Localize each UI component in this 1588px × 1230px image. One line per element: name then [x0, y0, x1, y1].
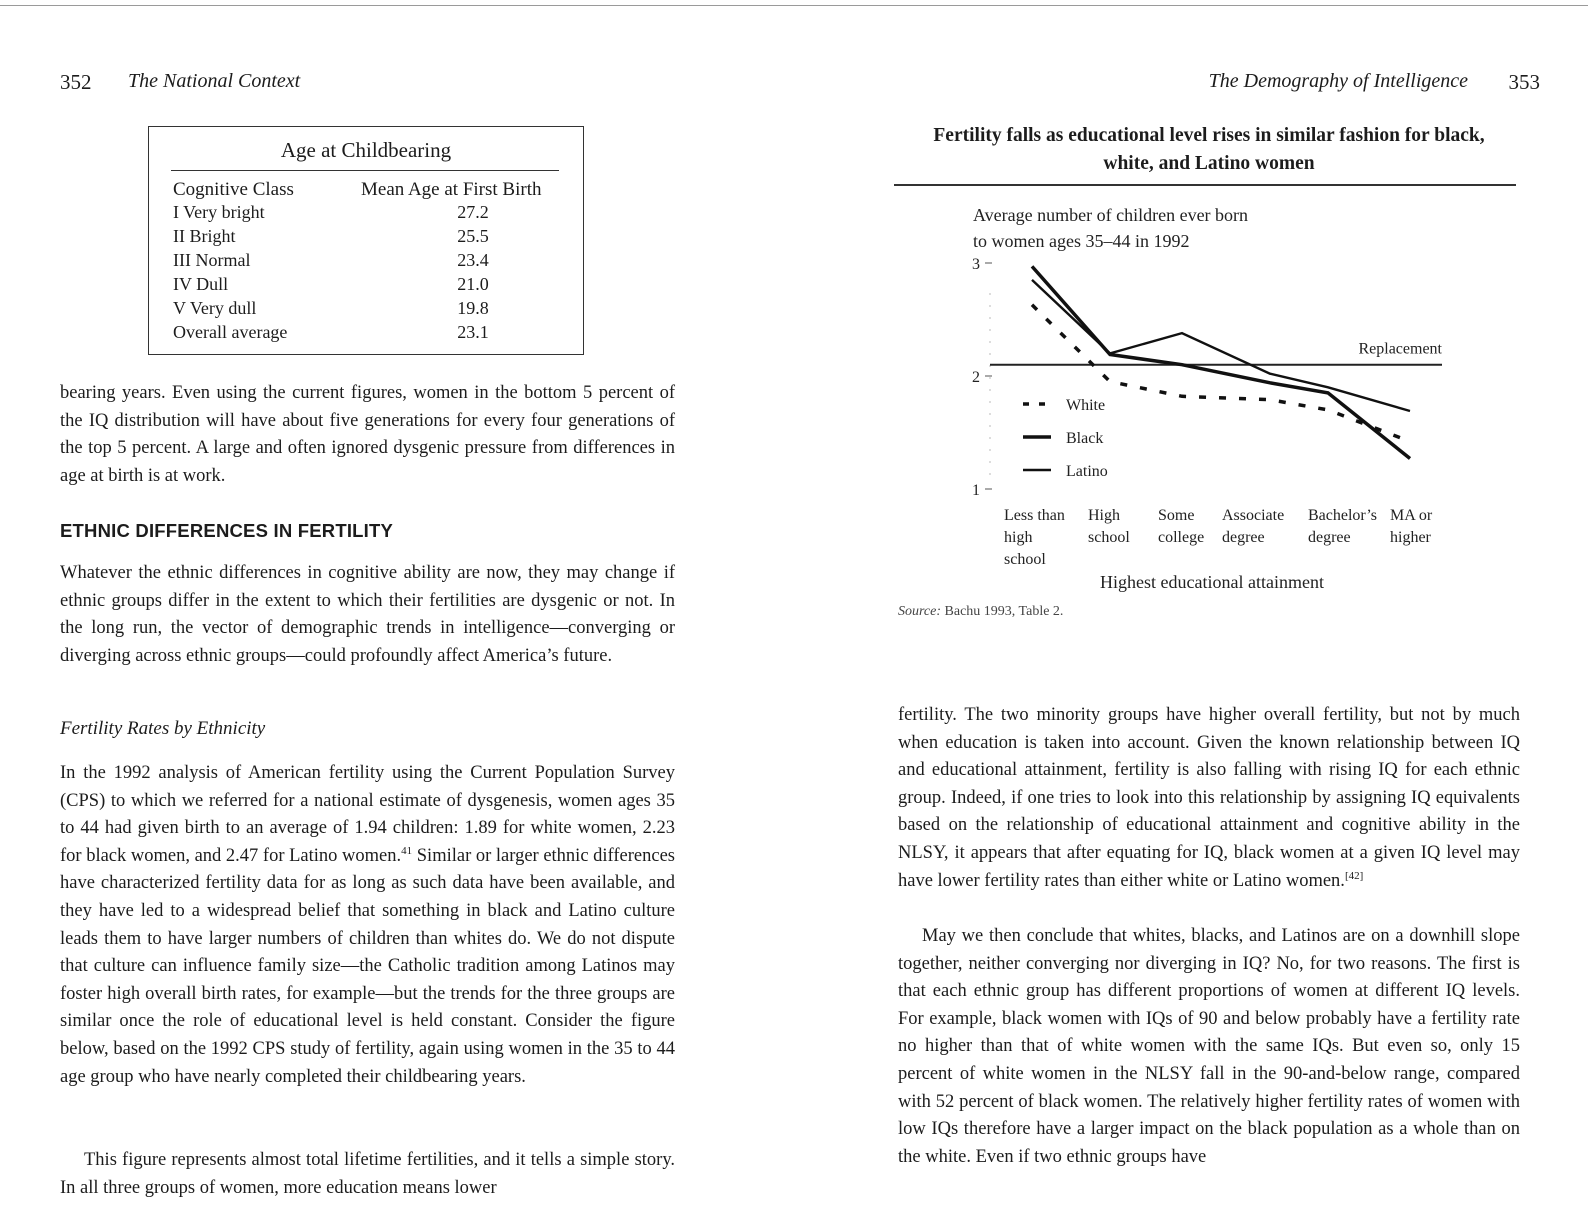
x-tick-label: college [1158, 529, 1205, 546]
row-value: 25.5 [457, 226, 489, 246]
table-title: Age at Childbearing [280, 138, 452, 162]
legend-label-white: White [1066, 397, 1106, 414]
table-row [173, 274, 563, 298]
x-tick-label: school [1088, 529, 1130, 546]
x-tick-label: Associate [1222, 507, 1285, 524]
x-axis-categories [1004, 507, 1433, 568]
row-class: II Bright [173, 226, 236, 246]
table-row [173, 226, 563, 250]
row-class: I Very bright [173, 202, 265, 222]
running-head: The National Context [128, 70, 301, 92]
source-text: Bachu 1993, Table 2. [941, 604, 1064, 619]
paragraph-story: This figure represents almost total lifetime fertilities, and it tells a simple story. In all three groups of women, more education means lower [60, 1150, 675, 1198]
column-header-age: Mean Age at First Birth [361, 179, 542, 200]
page-number: 352 [60, 70, 92, 94]
x-tick-label: high [1004, 529, 1033, 546]
running-head: The Demography of Intelligence [1208, 70, 1468, 92]
replacement-line-group [990, 341, 1443, 365]
y-tick-label: 2 [972, 369, 980, 386]
paragraph-cps [60, 760, 675, 1091]
paragraph-dysgenic: bearing years. Even using the current figures, women in the bottom 5 percent of the IQ distribution will have about five generations for every four generations of the top 5 percent. A large and often ignored dysgenic pressure from differences in age at birth is at work. [60, 383, 675, 486]
table-row [173, 250, 563, 274]
y-axis-label-line1: Average number of children ever born [973, 205, 1249, 225]
row-value: 21.0 [457, 274, 489, 294]
paragraph-cps-start: In the 1992 analysis of American fertility using the Current Population Survey (CPS) to which we referred for a national estimate of dysgenesis, women ages 35 to 44 had given birth to an average of 1.94 children: 1.89 for white women, 2.23 for black women, and 2.47 for Latino women. [60, 763, 675, 866]
row-value: 23.1 [457, 322, 489, 342]
subheading: Fertility Rates by Ethnicity [60, 718, 266, 739]
table-body [173, 202, 563, 346]
y-axis-label-line2: to women ages 35–44 in 1992 [973, 231, 1190, 251]
figure-title-line2: white, and Latino women [1103, 153, 1315, 174]
paragraph-fertility [898, 702, 1520, 895]
page-number: 353 [1508, 70, 1540, 94]
x-tick-label: degree [1222, 529, 1265, 546]
x-tick-label: High [1088, 507, 1120, 524]
paragraph-cps-rest: Similar or larger ethnic differences have characterized fertility data for as long as such data have been available, and they have led to a widespread belief that something in black and Latino culture leads them to have larger numbers of children than whites do. We do not dispute that culture can influence family size—the Catholic tradition among Latinos may foster high overall birth rates, for example—but the trends for the three groups are similar once the role of educational level is held constant. Consider the figure below, based on the 1992 CPS study of fertility, again using women in the 35 to 44 age group who have nearly completed their childbearing years. [60, 845, 675, 1087]
section-heading: ETHNIC DIFFERENCES IN FERTILITY [60, 520, 394, 541]
row-class: IV Dull [173, 274, 229, 294]
y-tick-label: 3 [972, 256, 980, 273]
row-value: 27.2 [457, 202, 489, 222]
legend [1023, 397, 1108, 480]
x-tick-label: degree [1308, 529, 1351, 546]
x-tick-label: higher [1390, 529, 1431, 546]
table-rule [171, 170, 559, 171]
paragraph-ethnic: Whatever the ethnic differences in cognitive ability are now, they may change if ethnic groups differ in the extent to which their fertilities are dysgenic or not. In the long run, the vector of demographic trends in intelligence—converging or diverging across ethnic groups—could profoundly affect America’s future. [60, 563, 675, 666]
legend-label-black: Black [1066, 430, 1104, 447]
x-axis-label: Highest educational attainment [1100, 572, 1324, 592]
footnote-ref-41[interactable]: 41 [401, 844, 413, 857]
table-row [173, 202, 563, 226]
footnote-ref-42[interactable]: [42] [1344, 869, 1364, 882]
paragraph-conclude: May we then conclude that whites, blacks, and Latinos are on a downhill slope together, neither converging nor diverging in IQ? No, for two reasons. The first is that each ethnic group has different proportions of women at different IQ levels. For example, black women with IQs of 90 and below probably have a fertility rate no higher than that of white women with the same IQs. But even so, only 15 percent of white women in the NLSY fall in the 90-and-below range, compared with 52 percent of black women. The relatively higher fertility rates of women with low IQs therefore have a larger impact on the black population as a whole than on the white. Even if two ethnic groups have [898, 926, 1520, 1167]
figure-source [898, 604, 1063, 620]
series-line-latino [1032, 280, 1410, 411]
column-header-class: Cognitive Class [173, 179, 294, 200]
x-tick-label: Less than [1004, 507, 1065, 524]
source-label: Source: [898, 604, 942, 619]
row-class: III Normal [173, 250, 251, 270]
x-tick-label: school [1004, 551, 1046, 568]
legend-label-latino: Latino [1066, 463, 1108, 480]
x-tick-label: MA or [1390, 507, 1433, 524]
table-row [173, 298, 563, 322]
left-page [60, 0, 685, 1230]
replacement-label: Replacement [1358, 340, 1442, 358]
row-value: 23.4 [457, 250, 489, 270]
row-class: V Very dull [173, 298, 257, 318]
right-page [898, 0, 1540, 1230]
table-row [173, 322, 563, 346]
y-tick-label: 1 [972, 482, 980, 499]
y-axis [972, 256, 992, 499]
age-childbearing-table [148, 126, 584, 355]
row-value: 19.8 [457, 298, 489, 318]
figure-title-line1: Fertility falls as educational level rises in similar fashion for black, [933, 125, 1485, 146]
x-tick-label: Bachelor’s [1308, 507, 1378, 524]
x-tick-label: Some [1158, 507, 1195, 524]
row-class: Overall average [173, 322, 288, 342]
paragraph-fertility-text: fertility. The two minority groups have higher overall fertility, but not by much when education is taken into account. Given the known relationship between IQ and educational attainment, fertility is also falling with rising IQ for each ethnic group. Indeed, if one tries to look into this relationship by assigning IQ equivalents based on the relationship of educational attainment and cognitive ability in the NLSY, it appears that after equating for IQ, black women at a given IQ level may have lower fertility rates than either white or Latino women. [898, 705, 1520, 891]
fertility-chart [910, 0, 1540, 600]
